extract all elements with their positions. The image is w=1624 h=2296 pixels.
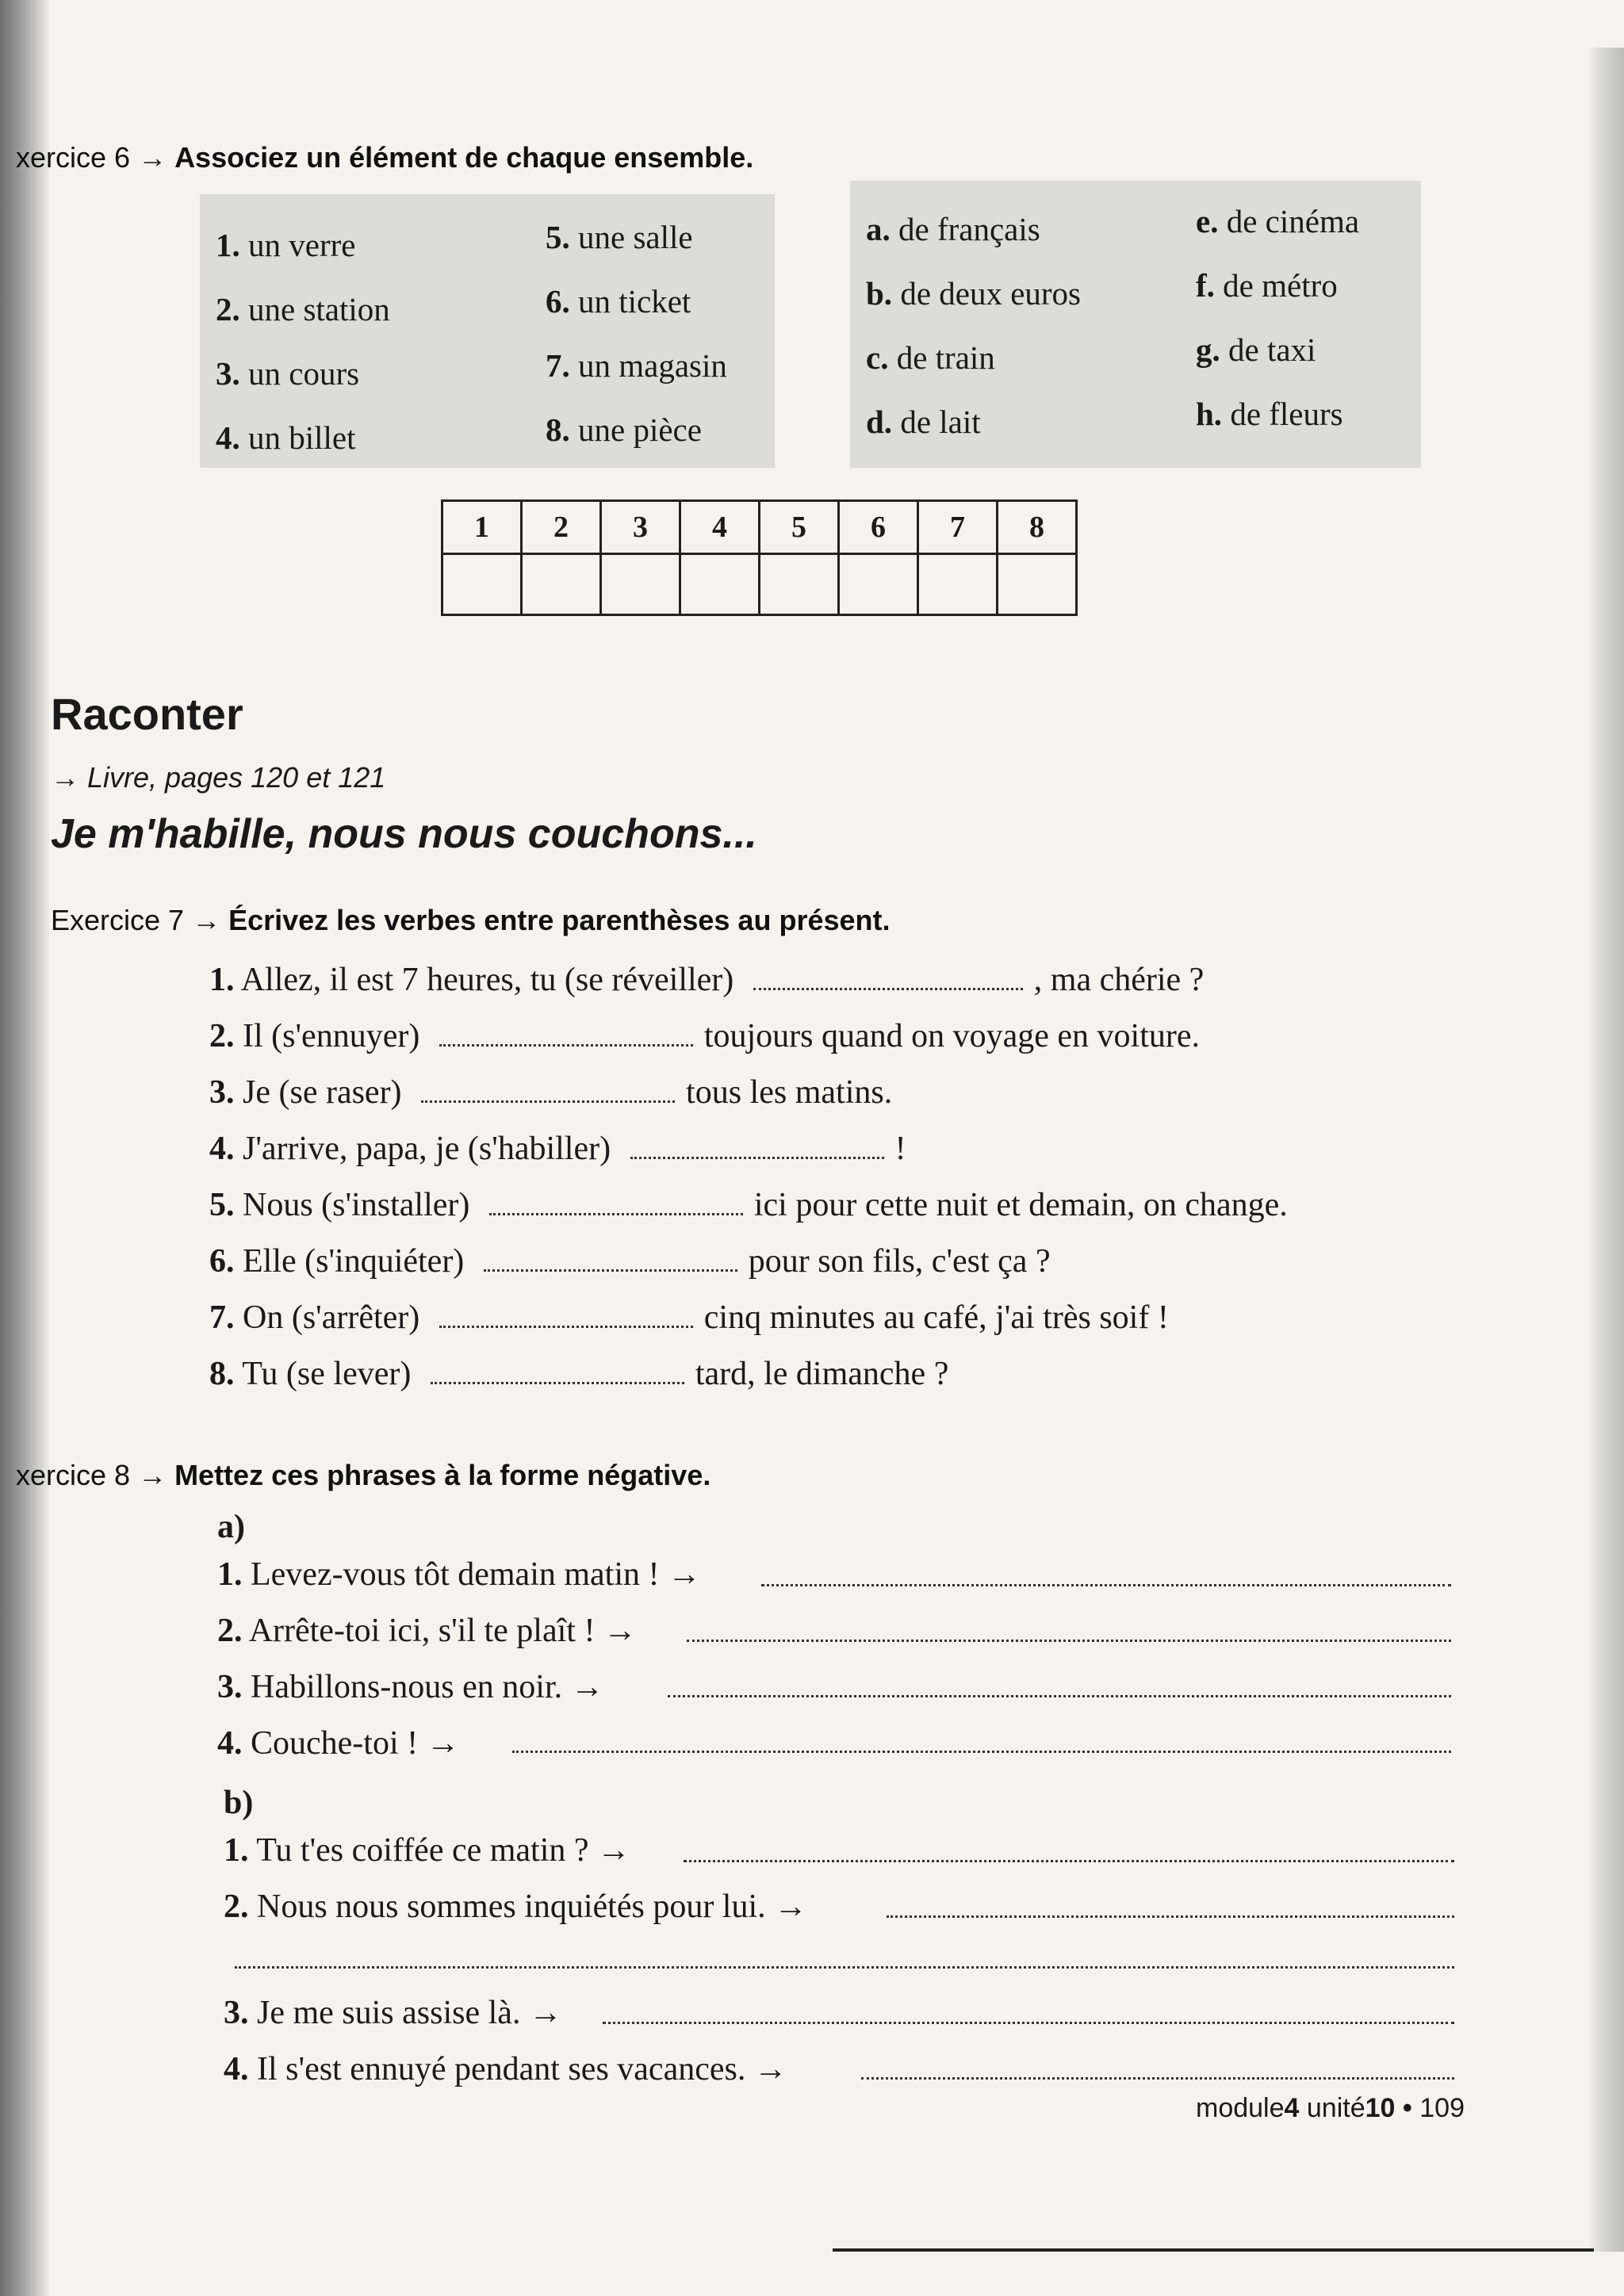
answer-grid xyxy=(441,499,1078,616)
exercise-8-heading xyxy=(16,1459,710,1492)
page-footer: module4 unité10 • 109 xyxy=(1196,2093,1465,2123)
grid-header-cell: 1 xyxy=(442,501,522,554)
exercise-8b-line-1: 1. Tu t'es coiffée ce matin ? → xyxy=(224,1832,631,1869)
right-item-c: c. de train xyxy=(866,339,995,376)
exercise-8b-line-4: 4. Il s'est ennuyé pendant ses vacances. → xyxy=(224,2051,787,2087)
answer-blank[interactable] xyxy=(603,2022,1454,2024)
grid-answer-cell[interactable] xyxy=(522,554,601,615)
answer-blank[interactable] xyxy=(512,1751,1451,1753)
right-item-f: f. de métro xyxy=(1196,267,1338,304)
right-item-h: h. de fleurs xyxy=(1196,396,1343,432)
book-spine-shadow xyxy=(0,0,49,2296)
exercise-8-instruction: Mettez ces phrases à la forme négative. xyxy=(174,1459,711,1491)
grid-answer-cell[interactable] xyxy=(760,554,839,615)
left-item-8: 8. une pièce xyxy=(546,411,702,448)
exercise-7-line-1: 1. Allez, il est 7 heures, tu (se réveiller) , ma chérie ? xyxy=(209,962,1205,998)
answer-blank[interactable] xyxy=(431,1358,684,1384)
grid-answer-cell[interactable] xyxy=(998,554,1077,615)
right-item-b: b. de deux euros xyxy=(866,275,1082,312)
exercise-7-line-7: 7. On (s'arrêter) cinq minutes au café, j'ai très soif ! xyxy=(209,1299,1169,1336)
left-item-5: 5. une salle xyxy=(546,219,693,255)
exercise-6-instruction: Associez un élément de chaque ensemble. xyxy=(174,141,754,174)
answer-blank[interactable] xyxy=(630,1133,884,1159)
answer-blank[interactable] xyxy=(421,1077,675,1103)
answer-blank[interactable] xyxy=(684,1860,1454,1862)
book-reference: → Livre, pages 120 et 121 xyxy=(51,761,386,794)
grid-header-cell: 7 xyxy=(918,501,998,554)
exercise-8a-line-4: 4. Couche-toi ! → xyxy=(217,1725,460,1762)
exercise-7-line-8: 8. Tu (se lever) tard, le dimanche ? xyxy=(209,1356,949,1392)
part-a-label: a) xyxy=(217,1509,245,1545)
arrow-icon: → xyxy=(138,1459,167,1491)
answer-blank[interactable] xyxy=(235,1966,1454,1969)
exercise-8-number: xercice 8 xyxy=(16,1459,131,1491)
bottom-rule xyxy=(833,2248,1594,2252)
right-item-e: e. de cinéma xyxy=(1196,203,1360,239)
grid-answer-cell[interactable] xyxy=(918,554,998,615)
left-item-1: 1. un verre xyxy=(216,227,356,263)
right-item-d: d. de lait xyxy=(866,404,981,440)
grid-header-cell: 4 xyxy=(680,501,760,554)
answer-blank[interactable] xyxy=(439,1020,693,1047)
arrow-icon: → xyxy=(51,761,79,794)
section-title: Raconter xyxy=(51,689,243,739)
grid-answer-cell[interactable] xyxy=(839,554,918,615)
grid-answer-cell[interactable] xyxy=(442,554,522,615)
exercise-6-number: xercice 6 xyxy=(16,141,131,174)
exercise-8a-line-2: 2. Arrête-toi ici, s'il te plaît ! → xyxy=(217,1613,637,1649)
right-item-a: a. de français xyxy=(866,211,1040,247)
answer-blank[interactable] xyxy=(687,1640,1451,1642)
grid-answer-cell[interactable] xyxy=(601,554,680,615)
answer-blank[interactable] xyxy=(484,1246,737,1272)
left-item-7: 7. un magasin xyxy=(546,347,727,384)
exercise-8b-line-2: 2. Nous nous sommes inquiétés pour lui. → xyxy=(224,1888,808,1925)
lesson-subtitle: Je m'habille, nous nous couchons... xyxy=(51,811,757,857)
right-item-g: g. de taxi xyxy=(1196,331,1316,368)
answer-blank[interactable] xyxy=(489,1189,743,1215)
answer-blank[interactable] xyxy=(761,1584,1451,1586)
left-item-6: 6. un ticket xyxy=(546,283,691,320)
exercise-8a-line-1: 1. Levez-vous tôt demain matin ! → xyxy=(217,1556,702,1593)
page-edge-shadow xyxy=(1589,48,1624,2252)
answer-blank[interactable] xyxy=(439,1302,693,1328)
grid-header-cell: 5 xyxy=(760,501,839,554)
exercise-7-line-3: 3. Je (se raser) tous les matins. xyxy=(209,1074,893,1111)
exercise-7-instruction: Écrivez les verbes entre parenthèses au présent. xyxy=(228,904,891,936)
exercise-8b-line-3: 3. Je me suis assise là. → xyxy=(224,1995,562,2031)
answer-grid-header-row xyxy=(442,501,1077,554)
arrow-icon: → xyxy=(192,904,221,936)
grid-header-cell: 6 xyxy=(839,501,918,554)
exercise-7-line-5: 5. Nous (s'installer) ici pour cette nuit et demain, on change. xyxy=(209,1187,1288,1223)
grid-header-cell: 3 xyxy=(601,501,680,554)
exercise-7-heading xyxy=(51,904,891,937)
grid-header-cell: 2 xyxy=(522,501,601,554)
arrow-icon: → xyxy=(138,141,167,174)
left-item-3: 3. un cours xyxy=(216,355,360,392)
exercise-7-line-2: 2. Il (s'ennuyer) toujours quand on voyage en voiture. xyxy=(209,1018,1201,1054)
answer-blank[interactable] xyxy=(753,964,1023,990)
left-item-4: 4. un billet xyxy=(216,419,356,456)
answer-grid-blank-row xyxy=(442,554,1077,615)
exercise-7-line-6: 6. Elle (s'inquiéter) pour son fils, c'est ça ? xyxy=(209,1243,1051,1280)
answer-blank[interactable] xyxy=(887,1915,1454,1918)
exercise-8a-line-3: 3. Habillons-nous en noir. → xyxy=(217,1669,604,1705)
exercise-7-number: Exercice 7 xyxy=(51,904,185,936)
exercise-7-line-4: 4. J'arrive, papa, je (s'habiller) ! xyxy=(209,1131,906,1167)
grid-answer-cell[interactable] xyxy=(680,554,760,615)
part-b-label: b) xyxy=(224,1785,254,1821)
page-number: 109 xyxy=(1419,2093,1465,2123)
answer-blank[interactable] xyxy=(861,2077,1454,2080)
exercise-6-heading xyxy=(16,141,753,174)
left-item-2: 2. une station xyxy=(216,291,390,327)
answer-blank[interactable] xyxy=(668,1695,1451,1697)
grid-header-cell: 8 xyxy=(998,501,1077,554)
